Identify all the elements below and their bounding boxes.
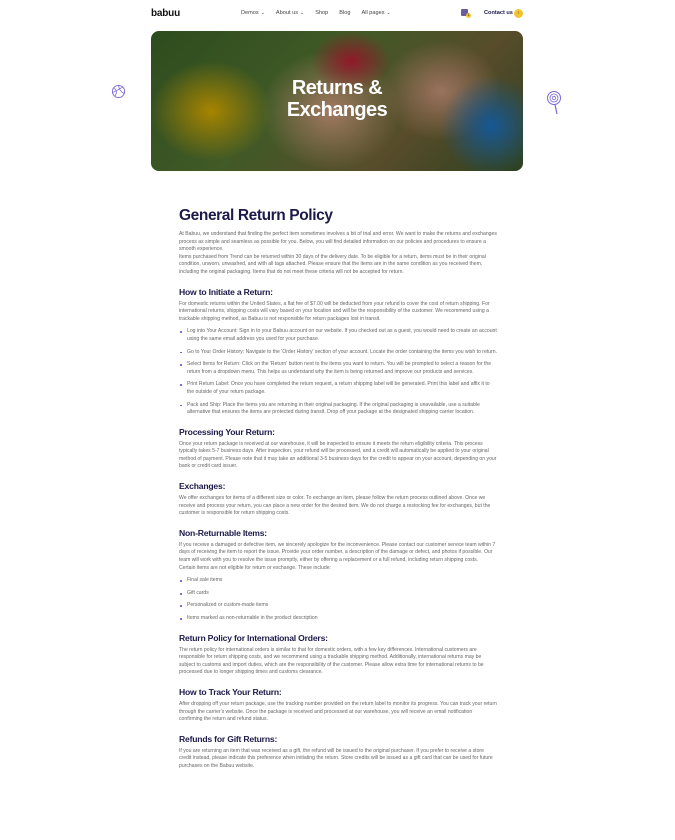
- hero-title-line: Exchanges: [286, 99, 388, 121]
- chevron-right-icon[interactable]: ›: [514, 9, 523, 18]
- section-text: We offer exchanges for items of a different size or color. To exchange an item, please follow the return process outlined above. Once we receive and process your return, you can place a new order for the desired item. We do not charge a restocking fee for exchanges, but the customer is responsible for return shipping costs.: [179, 495, 491, 517]
- section-heading: Non-Returnable Items:: [179, 527, 267, 538]
- intro-paragraph: At Babuu, we understand that finding the perfect item sometimes involves a bit of trial and error. We want to make the returns and exchanges process as simple and seamless as possible for you. Below, you will find detailed information on our policies and procedures to ensure a smooth experience.: [179, 231, 497, 253]
- section-heading: Processing Your Return:: [179, 426, 275, 437]
- list-item: Final sale items: [179, 577, 497, 585]
- list-item: Go to Your Order History: Navigate to the 'Order History' section of your account. Locate the order containing the items you wish to return.: [179, 349, 497, 357]
- hero-title-line: Returns &: [291, 77, 383, 99]
- list-item: Select Items for Return: Click on the 'Return' button next to the items you want to return. You will be prompted to select a reason for the return from a dropdown menu. This helps us understand why the item is being returned and improve our products and services.: [179, 361, 497, 376]
- section-text: For domestic returns within the United States, a flat fee of $7.00 will be deducted from your refund to cover the cost of return shipping. For international returns, shipping costs will vary based on your location and will be the responsibility of the customer. We recommend using a trackable shipping method, as Babuu is not responsible for return packages lost in transit.: [179, 300, 490, 322]
- section-heading: Refunds for Gift Returns:: [179, 733, 278, 744]
- hero-title: [151, 77, 523, 121]
- list-item: Pack and Ship: Place the items you are returning in their original packaging. If the original packaging is unavailable, use a suitable alternative that ensures the items are protected during transit. Drop off your package at the designated shipping carrier location.: [179, 402, 497, 417]
- nav-label: About us: [275, 10, 299, 16]
- policy-content: [179, 206, 497, 771]
- page-title: General Return Policy: [179, 207, 333, 224]
- main-nav: [241, 10, 391, 16]
- section-heading: Return Policy for International Orders:: [179, 632, 328, 643]
- lollipop-icon: [546, 90, 562, 116]
- nav-blog[interactable]: Blog: [339, 10, 351, 16]
- section-text: If you receive a damaged or defective item, we sincerely apologize for the inconvenience. Please contact our customer service team within 7 days of receiving the item to report the issue. Provide your order number, a description of the damage or defect, and photos if possible. Our team will work with you to resolve the issue promptly, either by offering a replacement or a full refund, including return shipping costs.: [179, 541, 496, 564]
- nav-label: Demos: [241, 10, 259, 16]
- list-item: Print Return Label: Once you have completed the return request, a return shipping label will be generated. Print this label and affix it to the outside of your return package.: [179, 381, 497, 396]
- section-text: The return policy for international orders is similar to that for domestic orders, with a few key differences. International customers are responsible for return shipping costs, and we recommend using a trackable shipping method. Additionally, international returns may be subject to customs and import duties, which are the responsibility of the customer. Please allow extra time for international returns to be processed due to longer shipping times and customs clearance.: [179, 646, 484, 676]
- cart-count-badge: 1: [467, 13, 470, 17]
- nav-label: All pages: [361, 10, 385, 16]
- section-text: Certain items are not eligible for return or exchange. These include:: [179, 564, 331, 571]
- nav-all-pages[interactable]: [362, 10, 391, 16]
- nav-about-us[interactable]: [276, 10, 304, 16]
- basketball-icon: [111, 84, 126, 99]
- section-text: If you are returning an item that was received as a gift, the refund will be issued to the original purchaser. If you prefer to receive a store credit instead, please indicate this preference when initiating the return. Store credits will be issued as a gift card that can be used for future purchases on the Babuu website.: [179, 747, 493, 769]
- header: [0, 0, 675, 28]
- list-item: Personalized or custom-made items: [179, 602, 497, 610]
- return-steps-list: [179, 328, 497, 416]
- list-item: Gift cards: [179, 590, 497, 598]
- chevron-down-icon: ⌄: [386, 10, 391, 16]
- chevron-down-icon: ⌄: [260, 10, 265, 16]
- logo[interactable]: babuu: [151, 8, 180, 19]
- section-text: After dropping off your return package, use the tracking number provided on the return label to monitor its progress. You can track your return through the carrier's website. Once the package is received and processed at our warehouse, you will receive an email notification confirming the return and refund status.: [179, 700, 497, 723]
- non-returnable-list: [179, 577, 497, 622]
- list-item: Log into Your Account: Sign in to your Babuu account on our website. If you checked out as a guest, you would need to create an account using the same email address you used for your purchase.: [179, 328, 497, 343]
- nav-demos[interactable]: [241, 10, 265, 16]
- section-text: Once your return package is received at our warehouse, it will be inspected to ensure it meets the return eligibility criteria. This process typically takes 5-7 business days. After inspection, your refund will be processed, and a credit will automatically be applied to your original method of payment. Please note that it may take an additional 3-5 business days for the credit to appear on your account, depending on your bank or credit card issuer.: [179, 440, 497, 470]
- nav-shop[interactable]: Shop: [315, 10, 329, 16]
- contact-us-link[interactable]: Contact us: [484, 10, 513, 16]
- intro-paragraph: Items purchased from Trend can be returned within 30 days of the delivery date. To be eligible for a return, items must be in their original condition, unworn, unwashed, and with all tags attached. Please ensure that the items are in the same condition as you received them, including the original packaging. Items that do not meet these criteria will not be accepted for return.: [179, 253, 486, 275]
- section-heading: How to Track Your Return:: [179, 686, 282, 697]
- section-heading: How to Initiate a Return:: [179, 286, 273, 297]
- list-item: Items marked as non-returnable in the product description: [179, 615, 497, 623]
- hero-banner: [151, 31, 523, 171]
- chevron-down-icon: ⌄: [300, 10, 305, 16]
- section-heading: Exchanges:: [179, 481, 226, 492]
